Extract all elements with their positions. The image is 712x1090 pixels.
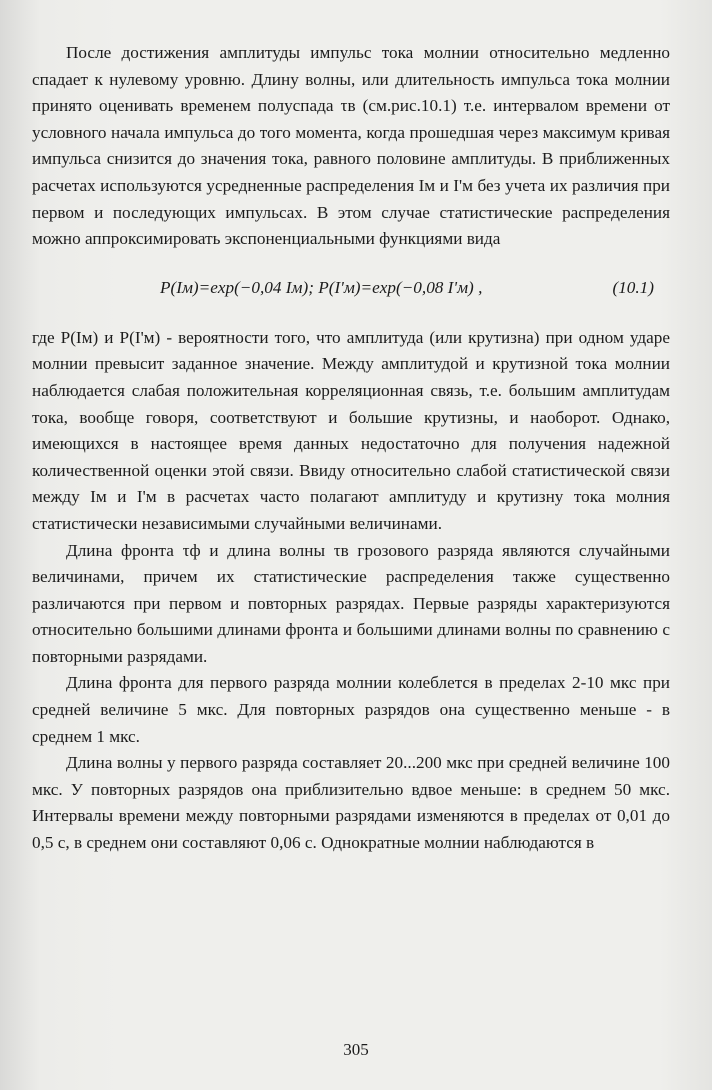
formula-expression: P(Iм)=exp(−0,04 Iм); P(I'м)=exp(−0,08 I'м) , (160, 277, 483, 297)
formula-number: (10.1) (612, 277, 654, 297)
page-number: 305 (343, 1040, 369, 1059)
formula-10-1 (32, 275, 670, 305)
paragraph-4: Длина фронта для первого разряда молнии колеблется в пределах 2-10 мкс при средней величине 5 мкс. Для повторных разрядов она существенно меньше - в среднем 1 мкс. (32, 673, 670, 746)
paragraph-5: Длина волны у первого разряда составляет 20...200 мкс при средней величине 100 мкс. У повторных разрядов она приблизительно вдвое меньше: в среднем 50 мкс. Интервалы времени между повторными разрядами изменяются в пределах от 0,01 до 0,5 с, в среднем они составляют 0,06 с. Однократные молнии наблюдаются в (32, 753, 670, 853)
paragraph-1: После достижения амплитуды импульс тока молнии относительно медленно спадает к нулевому уровню. Длину волны, или длительность импульса тока молнии принято оценивать временем полуспада τв (см.рис.10.1) т.е. интервалом времени от условного начала импульса до того момента, когда прошедшая через максимум кривая импульса снизится до значения тока, равного половине амплитуды. В приближенных расчетах используются усредненные распределения Iм и I'м без учета их различия при первом и последующих импульсах. В этом случае статистические распределения можно аппроксимировать экспоненциальными функциями вида (32, 43, 670, 249)
paragraph-2: где P(Iм) и P(I'м) - вероятности того, что амплитуда (или крутизна) при одном ударе молнии превысит заданное значение. Между амплитудой и крутизной тока молнии наблюдается слабая положительная корреляционная связь, т.е. большим амплитудам тока, вообще говоря, соответствуют и большие крутизны, и наоборот. Однако, имеющихся в настоящее время данных недостаточно для получения надежной количественной оценки этой связи. Ввиду относительно слабой статистической связи между Iм и I'м в расчетах часто полагают амплитуду и крутизну тока молния статистически независимыми случайными величинами. (32, 327, 670, 533)
text-block (32, 40, 670, 857)
paragraph-3: Длина фронта τф и длина волны τв грозового разряда являются случайными величинами, причем их статистические распределения также существенно различаются при первом и повторных разрядах. Первые разряды характеризуются относительно большими длинами фронта и большими длинами волны по сравнению с повторными разрядами. (32, 540, 670, 666)
